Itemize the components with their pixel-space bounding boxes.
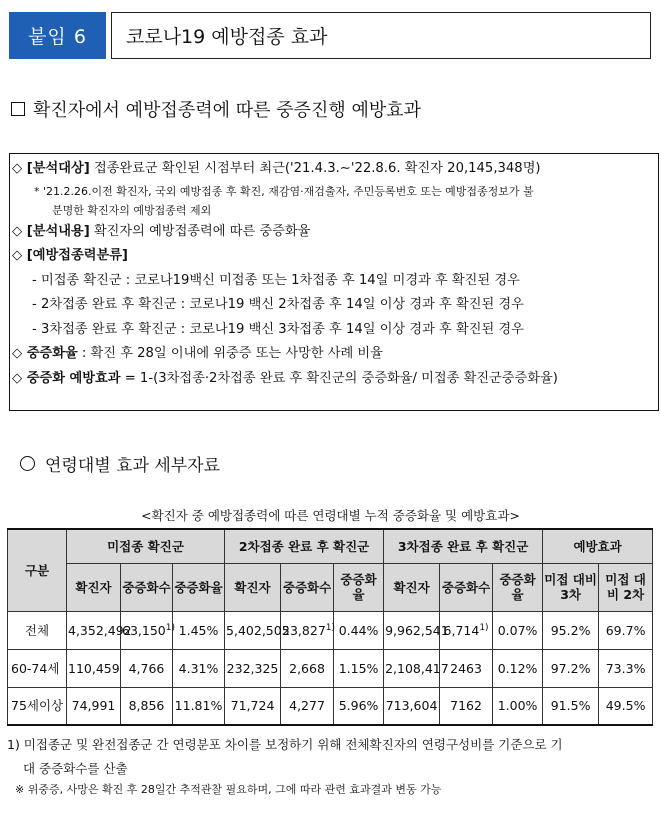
footnote-2: ※ 위중증, 사망은 확진 후 28일간 추적관찰 필요하며, 그에 따라 관련 효과결과 변동 가능 bbox=[15, 783, 442, 796]
table-cell: 4,352,492 bbox=[67, 611, 121, 649]
table-cell: 2,668 bbox=[281, 649, 334, 687]
subsection-heading bbox=[20, 451, 220, 476]
group-header-effect: 예방효과 bbox=[543, 529, 653, 563]
row-label: 60-74세 bbox=[8, 649, 67, 687]
sub-header: 중증화수 bbox=[281, 563, 334, 611]
sub-header: 중증화율 bbox=[173, 563, 225, 611]
table-cell: 4.31% bbox=[173, 649, 225, 687]
table-cell: 11.81% bbox=[173, 687, 225, 725]
table-cell: 49.5% bbox=[599, 687, 653, 725]
table-cell: 7162 bbox=[440, 687, 493, 725]
classification-label: ◇ [예방접종력분류] bbox=[12, 248, 128, 263]
age-group-effect-table bbox=[7, 528, 653, 726]
footnote-1 bbox=[7, 733, 657, 781]
table-cell: 232,325 bbox=[225, 649, 281, 687]
table-cell: 5.96% bbox=[334, 687, 384, 725]
severe-rate-row bbox=[12, 342, 658, 367]
sub-header: 중증화율 bbox=[334, 563, 384, 611]
table-caption: <확진자 중 예방접종력에 따른 연령대별 누적 중증화율 및 예방효과> bbox=[141, 508, 520, 523]
group-header-dose3: 3차접종 완료 후 확진군 bbox=[384, 529, 543, 563]
severe-rate-label: ◇ 중증화율 bbox=[12, 346, 78, 361]
group-header-unvaccinated: 미접종 확진군 bbox=[67, 529, 225, 563]
severe-rate-text: : 확진 후 28일 이내에 위중증 또는 사망한 사례 비율 bbox=[77, 346, 383, 361]
row-label: 75세이상 bbox=[8, 687, 67, 725]
prevention-effect-text: = 1-(3차접종·2차접종 완료 후 확진군의 중증화율/ 미접종 확진군중증화율) bbox=[120, 370, 558, 386]
section-heading-text: 확진자에서 예방접종력에 따른 중증진행 예방효과 bbox=[33, 100, 422, 121]
table-cell: 9,962,541 bbox=[384, 611, 440, 649]
footnote-marker: 1) bbox=[479, 623, 489, 634]
group-header-dose2: 2차접종 완료 후 확진군 bbox=[225, 529, 384, 563]
classification-row bbox=[12, 244, 658, 269]
footnote-1-line2: 대 중증화수를 산출 bbox=[23, 761, 128, 776]
table-cell: 0.44% bbox=[334, 611, 384, 649]
analysis-target-text: 접종완료군 확인된 시점부터 최근('21.4.3.∼'22.8.6. 확진자 20,145,348명) bbox=[89, 161, 541, 176]
sub-header: 미접 대비 3차 bbox=[543, 563, 599, 611]
table-cell: 97.2% bbox=[543, 649, 599, 687]
table-cell: 1.00% bbox=[493, 687, 543, 725]
analysis-summary-box bbox=[9, 153, 659, 411]
row-label: 전체 bbox=[8, 611, 67, 649]
table-cell: 2,108,417 bbox=[384, 649, 440, 687]
table-cell: 4,277 bbox=[281, 687, 334, 725]
table-cell: 0.12% bbox=[493, 649, 543, 687]
table-row bbox=[8, 649, 653, 687]
table-cell: 4,766 bbox=[121, 649, 173, 687]
class-item: - 2차접종 완료 후 확진군 : 코로나19 백신 2차접종 후 14일 이상 경과 후 확진된 경우 bbox=[32, 297, 524, 312]
table-cell bbox=[281, 611, 334, 649]
prevention-effect-row bbox=[12, 367, 658, 392]
analysis-content-row bbox=[12, 220, 658, 245]
square-bullet-icon bbox=[11, 102, 25, 116]
exclusion-note-line2: 분명한 확진자의 예방접종력 제외 bbox=[52, 203, 212, 217]
sub-header: 확진자 bbox=[384, 563, 440, 611]
table-cell: 95.2% bbox=[543, 611, 599, 649]
cell-value: 6,714 bbox=[443, 623, 480, 639]
table-cell: 0.07% bbox=[493, 611, 543, 649]
attachment-badge: 붙임 6 bbox=[9, 12, 106, 59]
table-cell: 69.7% bbox=[599, 611, 653, 649]
footnote-marker: 1) bbox=[165, 623, 175, 634]
sub-header: 중증화수 bbox=[440, 563, 493, 611]
analysis-target-row bbox=[12, 157, 658, 182]
table-cell: 713,604 bbox=[384, 687, 440, 725]
section-heading bbox=[11, 96, 421, 122]
analysis-content-label: ◇ [분석내용] bbox=[12, 223, 90, 239]
table-row bbox=[8, 687, 653, 725]
table-cell: 1.45% bbox=[173, 611, 225, 649]
cell-value: 23,827 bbox=[282, 623, 326, 639]
table-cell: 8,856 bbox=[121, 687, 173, 725]
table-cell bbox=[440, 611, 493, 649]
sub-header: 확진자 bbox=[67, 563, 121, 611]
table-cell: 73.3% bbox=[599, 649, 653, 687]
table-cell: 5,402,505 bbox=[225, 611, 281, 649]
analysis-target-label: ◇ [분석대상] bbox=[12, 161, 90, 176]
footnote-marker: 1) bbox=[325, 623, 336, 634]
sub-header: 중증화율 bbox=[493, 563, 543, 611]
group-header: 구분 bbox=[8, 529, 67, 611]
table-cell bbox=[121, 611, 173, 649]
table-cell: 74,991 bbox=[67, 687, 121, 725]
table-row bbox=[8, 611, 653, 649]
circle-bullet-icon bbox=[20, 456, 35, 471]
table-cell: 1.15% bbox=[334, 649, 384, 687]
table-cell: 110,459 bbox=[67, 649, 121, 687]
sub-header: 중증화수 bbox=[121, 563, 173, 611]
class-item: - 미접종 확진군 : 코로나19백신 미접종 또는 1차접종 후 14일 미경과 후 확진된 경우 bbox=[32, 272, 520, 288]
prevention-effect-label: ◇ 중증화 예방효과 bbox=[12, 370, 121, 386]
table-cell: 2463 bbox=[440, 649, 493, 687]
subsection-heading-text: 연령대별 효과 세부자료 bbox=[45, 456, 221, 476]
analysis-content-text: 확진자의 예방접종력에 따른 중증화율 bbox=[89, 223, 311, 239]
sub-header: 미접 대비 2차 bbox=[599, 563, 653, 611]
class-item: - 3차접종 완료 후 확진군 : 코로나19 백신 3차접종 후 14일 이상 경과 후 확진된 경우 bbox=[32, 321, 524, 337]
cell-value: 63,150 bbox=[122, 623, 166, 639]
sub-header: 확진자 bbox=[225, 563, 281, 611]
page-title: 코로나19 예방접종 효과 bbox=[111, 12, 651, 59]
table-cell: 91.5% bbox=[543, 687, 599, 725]
footnote-1-line1: 1) 미접종군 및 완전접종군 간 연령분포 차이를 보정하기 위해 전체확진자의 연령구성비를 기준으로 기 bbox=[7, 737, 563, 752]
exclusion-note-line1: * '21.2.26.이전 확진자, 국외 예방접종 후 확진, 재감염·재검출자, 주민등록번호 또는 예방접종정보가 불 bbox=[34, 184, 534, 198]
table-cell: 71,724 bbox=[225, 687, 281, 725]
